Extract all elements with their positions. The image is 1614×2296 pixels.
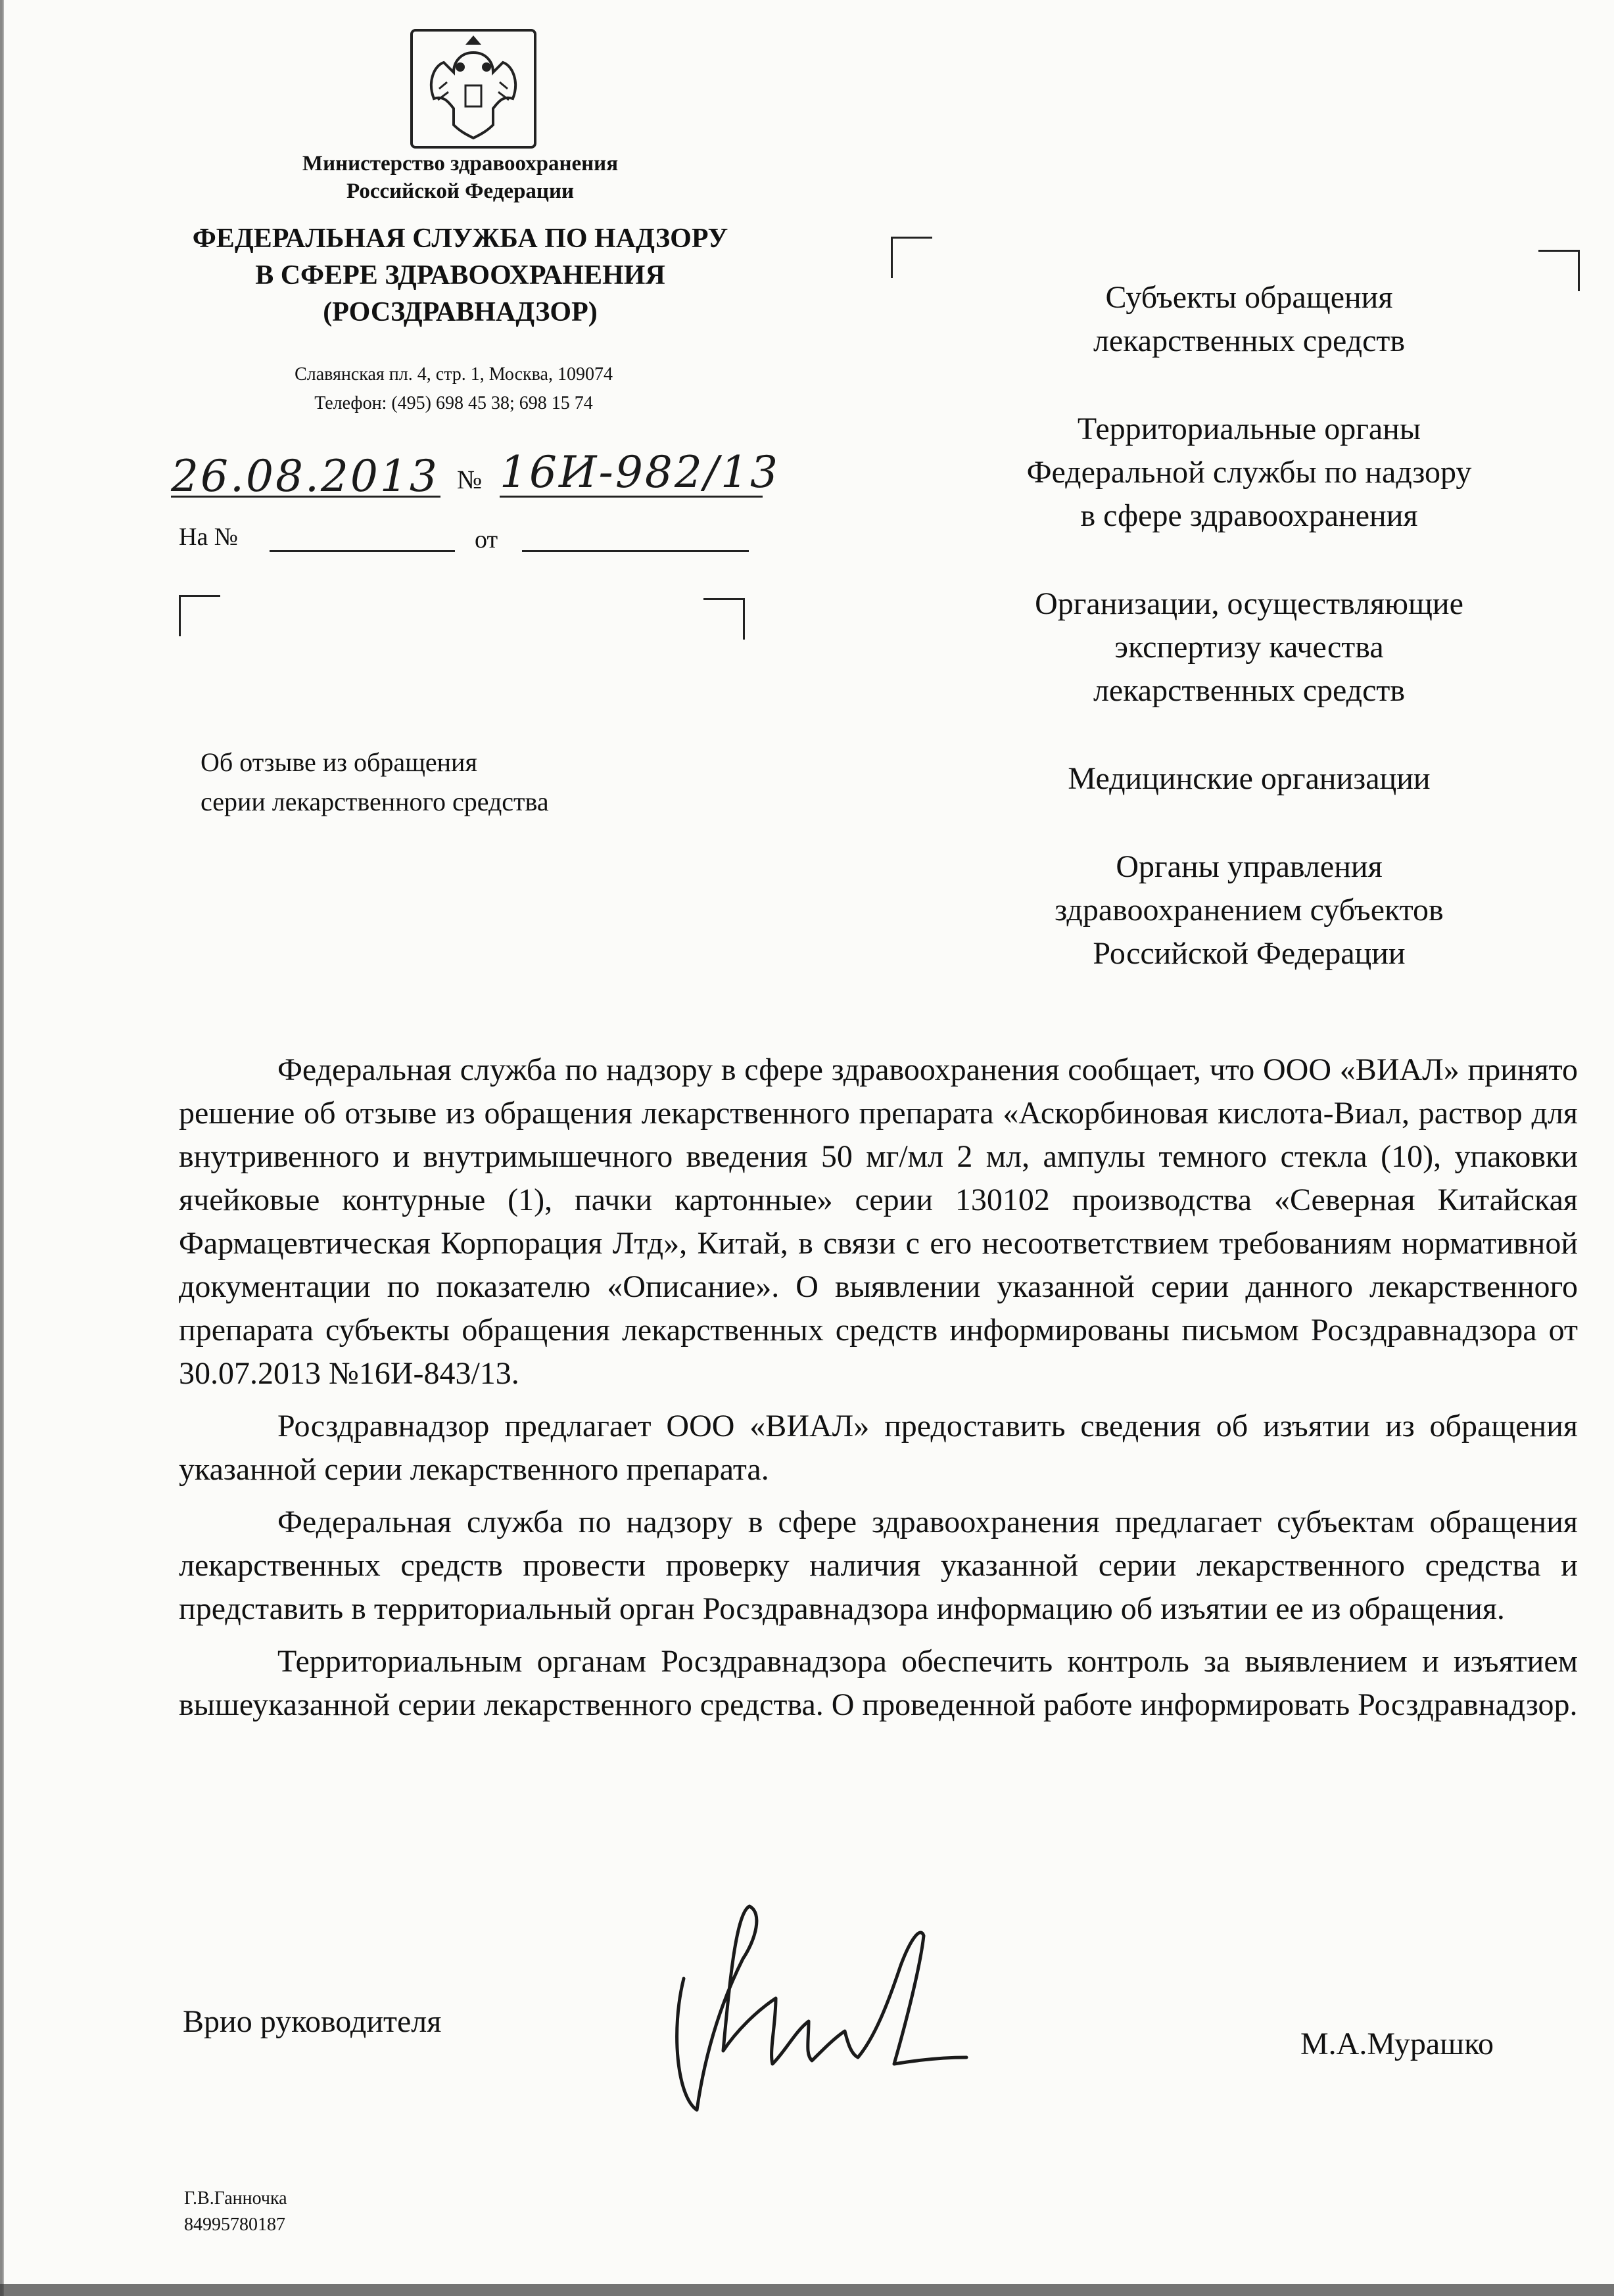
registration-date: 26.08.2013 [171, 451, 439, 502]
in-reply-label: На № [179, 523, 239, 551]
address-line: Славянская пл. 4, стр. 1, Москва, 109074 [295, 364, 613, 385]
coat-of-arms-emblem [408, 26, 539, 151]
recipient-line: Субъекты обращения [1105, 280, 1393, 315]
scan-edge [0, 0, 9, 2296]
recipient-group [947, 845, 1552, 975]
date-underline [171, 496, 440, 498]
recipient-corner-mark-left [891, 237, 932, 278]
recipient-group [947, 757, 1552, 801]
ministry-line: Российской Федерации [346, 179, 574, 203]
handwritten-signature [657, 1900, 999, 2123]
recipient-line: Органы управления [1116, 849, 1383, 884]
signatory-name: М.А.Мурашко [1300, 2027, 1494, 2061]
recipients-block [947, 276, 1552, 1020]
letter-body [179, 1048, 1578, 1736]
body-paragraph: Территориальным органам Росздравнадзора обеспечить контроль за выявлением и изъятием вышеуказанной серии лекарственного средства. О проведенной работе информировать Росздравнадзор. [179, 1644, 1578, 1722]
executor-phone: 84995780187 [184, 2214, 285, 2235]
number-underline [500, 496, 763, 498]
letter-subject [201, 743, 792, 822]
recipient-line: лекарственных средств [1093, 673, 1406, 708]
recipient-group [947, 582, 1552, 713]
recipient-line: Федеральной службы по надзору [1026, 455, 1472, 490]
recipient-line: Медицинские организации [1068, 761, 1431, 796]
recipient-line: здравоохранением субъектов [1055, 893, 1444, 927]
corner-mark-top-left [179, 595, 220, 636]
signatory-title: Врио руководителя [183, 2004, 442, 2039]
service-name [164, 220, 756, 331]
executor-name: Г.В.Ганночка [184, 2188, 287, 2209]
registration-number: 16И-982/13 [500, 447, 780, 498]
recipient-group [947, 408, 1552, 538]
recipient-line: лекарственных средств [1093, 323, 1406, 358]
phone-line: Телефон: (495) 698 45 38; 698 15 74 [314, 393, 593, 413]
registration-line [171, 446, 780, 505]
subject-line: серии лекарственного средства [201, 787, 549, 816]
corner-mark-top-right [703, 598, 745, 640]
reply-reference-line [179, 523, 751, 562]
recipient-line: Российской Федерации [1093, 936, 1406, 971]
recipient-line: экспертизу качества [1114, 630, 1384, 665]
ministry-line: Министерство здравоохранения [302, 152, 619, 176]
address-block [217, 360, 690, 418]
from-label: от [475, 526, 498, 553]
in-reply-underline [270, 550, 455, 552]
service-line: (РОСЗДРАВНАДЗОР) [323, 297, 598, 327]
number-sign: № [457, 465, 483, 494]
recipient-line: Территориальные органы [1077, 411, 1421, 446]
from-underline [522, 550, 749, 552]
subject-line: Об отзыве из обращения [201, 747, 477, 777]
recipient-line: в сфере здравоохранения [1080, 498, 1418, 533]
recipient-group [947, 276, 1552, 363]
ministry-name [250, 150, 671, 205]
body-paragraph: Федеральная служба по надзору в сфере здравоохранения сообщает, что ООО «ВИАЛ» принято решение об отзыве из обращения лекарственного препарата «Аскорбиновая кислота-Виал, раствор для внутривенного и внутримышечного введения 50 мг/мл 2 мл, ампулы темного стекла (10), упаковки ячейковые контурные (1), пачки картонные» серии 130102 производства «Северная Китайская Фармацевтическая Корпорация Лтд», Китай, в связи с его несоответствием требованиям нормативной документации по показателю «Описание». О выявлении указанной серии данного лекарственного препарата субъекты обращения лекарственных средств информированы письмом Росздравнадзора от 30.07.2013 №16И-843/13. [179, 1052, 1578, 1391]
recipient-line: Организации, осуществляющие [1035, 586, 1463, 621]
body-paragraph: Росздравнадзор предлагает ООО «ВИАЛ» предоставить сведения об изъятии из обращения указанной серии лекарственного препарата. [179, 1409, 1578, 1487]
executor-block [184, 2186, 287, 2238]
body-paragraph: Федеральная служба по надзору в сфере здравоохранения предлагает субъектам обращения лекарственных средств провести проверку наличия указанной серии лекарственного средства и представить в территориальный орган Росздравнадзора информацию об изъятии ее из обращения. [179, 1505, 1578, 1626]
service-line: В СФЕРЕ ЗДРАВООХРАНЕНИЯ [255, 260, 665, 291]
service-line: ФЕДЕРАЛЬНАЯ СЛУЖБА ПО НАДЗОРУ [192, 223, 728, 254]
scan-bottom-edge [0, 2284, 1614, 2296]
